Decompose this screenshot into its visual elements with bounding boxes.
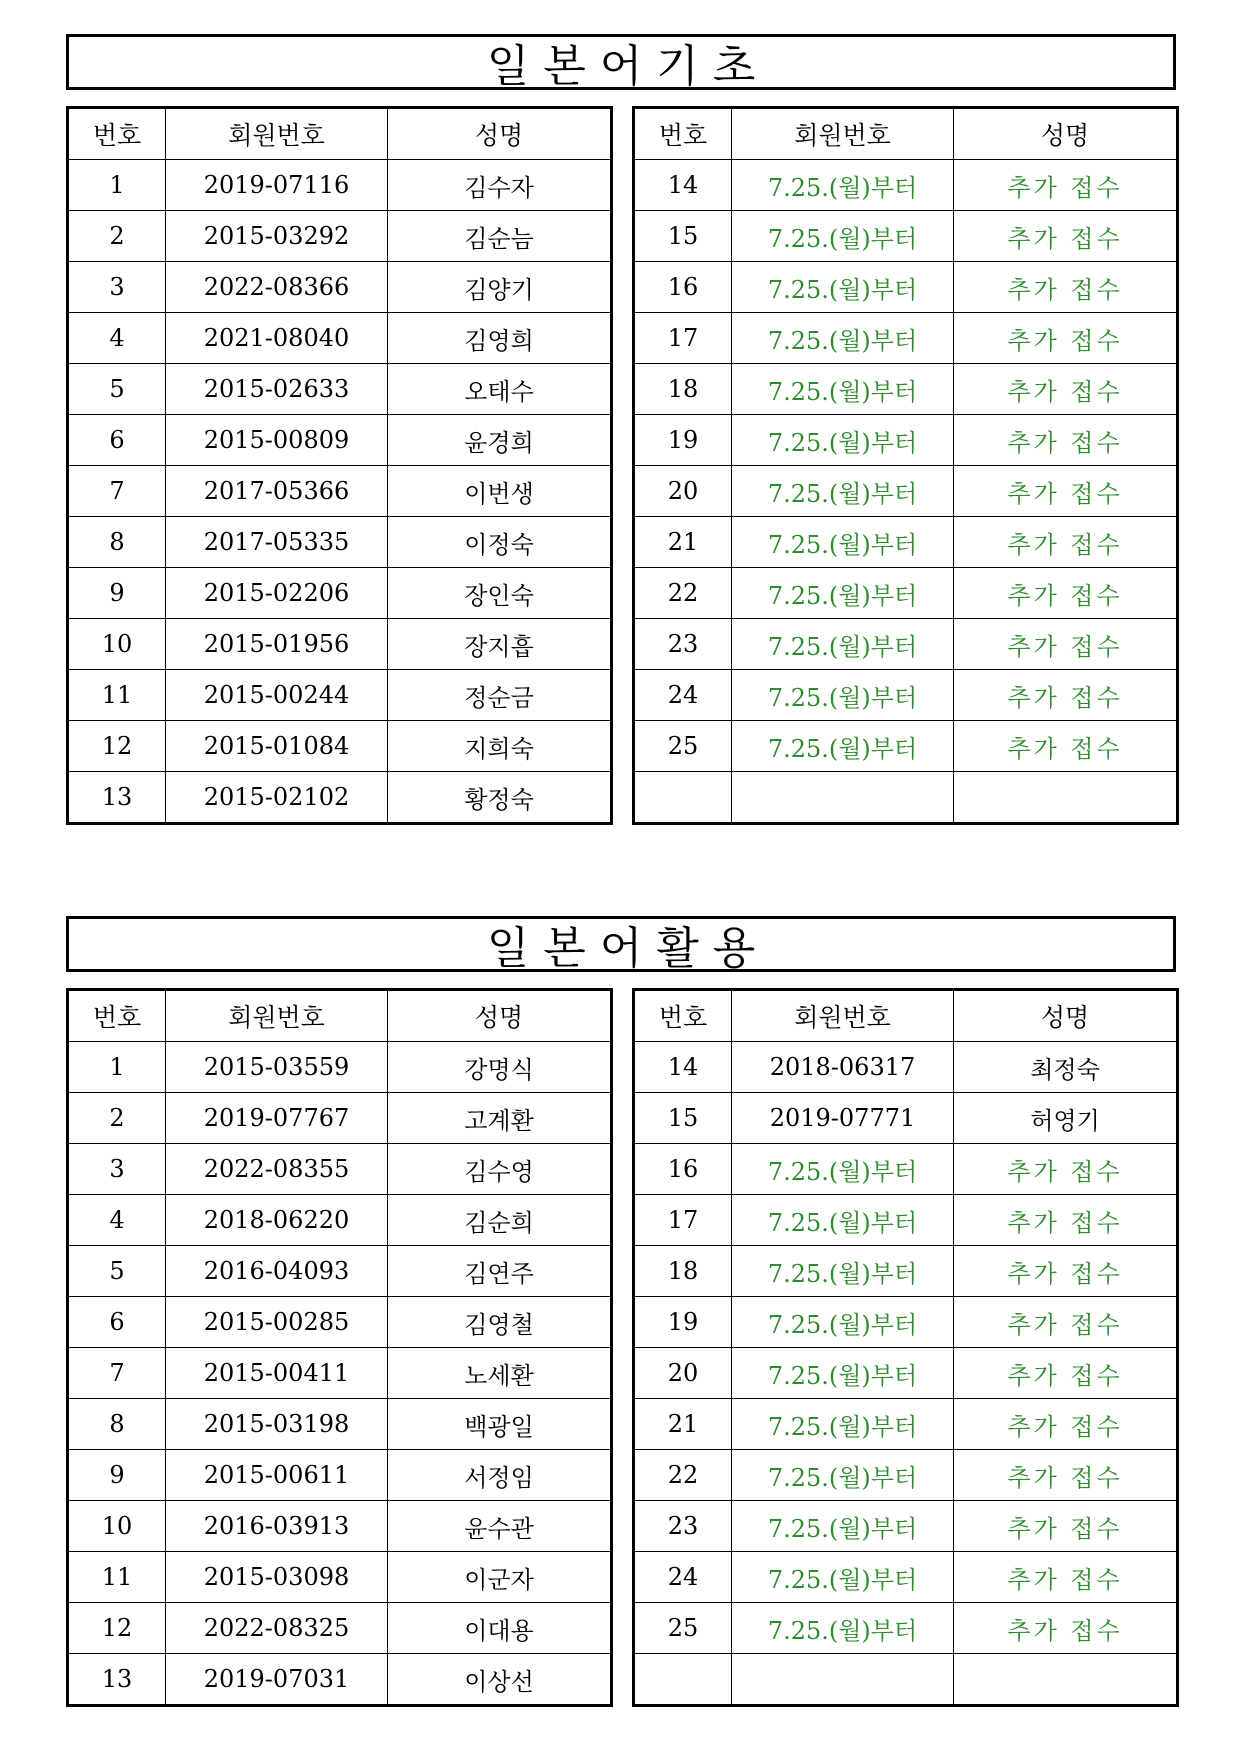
- cell-number: 16: [634, 1144, 732, 1195]
- table-row: [634, 1399, 1178, 1450]
- cell-member-id: 7.25.(월)부터: [732, 160, 954, 211]
- cell-member-id: [732, 772, 954, 824]
- cell-member-id: 2015-01084: [166, 721, 388, 772]
- cell-member-id: 7.25.(월)부터: [732, 211, 954, 262]
- cell-name: 이상선: [388, 1654, 612, 1706]
- table-row: [634, 211, 1178, 262]
- table-row: [68, 1195, 612, 1246]
- cell-name: 추가 접수: [954, 619, 1178, 670]
- header-row: [634, 990, 1178, 1042]
- table-row: [68, 364, 612, 415]
- table-row: [68, 1297, 612, 1348]
- cell-number: 22: [634, 1450, 732, 1501]
- cell-number: 12: [68, 721, 166, 772]
- cell-number: 16: [634, 262, 732, 313]
- cell-member-id: 7.25.(월)부터: [732, 262, 954, 313]
- cell-name: 김수영: [388, 1144, 612, 1195]
- header-number: 번호: [634, 990, 732, 1042]
- table-row: [68, 1246, 612, 1297]
- table-row: [68, 1450, 612, 1501]
- cell-member-id: 7.25.(월)부터: [732, 619, 954, 670]
- cell-member-id: 2015-03559: [166, 1042, 388, 1093]
- cell-number: 17: [634, 1195, 732, 1246]
- cell-number: 8: [68, 1399, 166, 1450]
- cell-member-id: 7.25.(월)부터: [732, 313, 954, 364]
- cell-number: 9: [68, 1450, 166, 1501]
- cell-number: 5: [68, 364, 166, 415]
- cell-member-id: 2016-03913: [166, 1501, 388, 1552]
- table-row: [68, 1042, 612, 1093]
- cell-number: 1: [68, 160, 166, 211]
- cell-name: 추가 접수: [954, 1450, 1178, 1501]
- cell-number: 7: [68, 1348, 166, 1399]
- table-row: [68, 517, 612, 568]
- cell-name: [954, 772, 1178, 824]
- cell-number: 10: [68, 619, 166, 670]
- cell-name: 추가 접수: [954, 1501, 1178, 1552]
- cell-name: 추가 접수: [954, 364, 1178, 415]
- cell-member-id: 7.25.(월)부터: [732, 670, 954, 721]
- cell-name: 추가 접수: [954, 670, 1178, 721]
- cell-member-id: 7.25.(월)부터: [732, 1246, 954, 1297]
- cell-number: 20: [634, 466, 732, 517]
- cell-number: 22: [634, 568, 732, 619]
- cell-number: 21: [634, 1399, 732, 1450]
- cell-number: 23: [634, 619, 732, 670]
- table-row: [68, 1093, 612, 1144]
- cell-name: 김수자: [388, 160, 612, 211]
- cell-member-id: 2021-08040: [166, 313, 388, 364]
- cell-name: 추가 접수: [954, 1144, 1178, 1195]
- header-name: 성명: [388, 990, 612, 1042]
- cell-member-id: 7.25.(월)부터: [732, 1297, 954, 1348]
- cell-number: [634, 772, 732, 824]
- cell-name: 윤경희: [388, 415, 612, 466]
- table-row: [68, 1399, 612, 1450]
- table-row: [634, 313, 1178, 364]
- cell-member-id: 7.25.(월)부터: [732, 721, 954, 772]
- cell-name: 추가 접수: [954, 1399, 1178, 1450]
- cell-name: 허영기: [954, 1093, 1178, 1144]
- cell-member-id: 2019-07767: [166, 1093, 388, 1144]
- cell-number: 14: [634, 160, 732, 211]
- table-row: [634, 1042, 1178, 1093]
- cell-member-id: 2015-00809: [166, 415, 388, 466]
- cell-number: 3: [68, 1144, 166, 1195]
- table-row: [68, 1654, 612, 1706]
- cell-number: 19: [634, 415, 732, 466]
- cell-number: 12: [68, 1603, 166, 1654]
- cell-member-id: 7.25.(월)부터: [732, 1450, 954, 1501]
- cell-member-id: 2018-06220: [166, 1195, 388, 1246]
- table-row: [634, 1195, 1178, 1246]
- cell-name: 장인숙: [388, 568, 612, 619]
- table-row: [634, 1093, 1178, 1144]
- cell-name: 정순금: [388, 670, 612, 721]
- roster-table-left: [66, 106, 613, 825]
- cell-member-id: 2017-05335: [166, 517, 388, 568]
- cell-number: 15: [634, 1093, 732, 1144]
- table-row: [68, 670, 612, 721]
- cell-member-id: 2015-02206: [166, 568, 388, 619]
- cell-name: 이군자: [388, 1552, 612, 1603]
- cell-name: 추가 접수: [954, 1246, 1178, 1297]
- cell-member-id: [732, 1654, 954, 1706]
- cell-number: 11: [68, 1552, 166, 1603]
- cell-member-id: 2015-02102: [166, 772, 388, 824]
- table-row: [68, 211, 612, 262]
- cell-member-id: 2019-07116: [166, 160, 388, 211]
- table-row: [68, 466, 612, 517]
- cell-name: 김순늠: [388, 211, 612, 262]
- cell-number: 7: [68, 466, 166, 517]
- cell-name: 추가 접수: [954, 1552, 1178, 1603]
- table-row: [634, 1450, 1178, 1501]
- cell-member-id: 7.25.(월)부터: [732, 1399, 954, 1450]
- cell-member-id: 2017-05366: [166, 466, 388, 517]
- cell-name: 추가 접수: [954, 1297, 1178, 1348]
- cell-member-id: 2018-06317: [732, 1042, 954, 1093]
- cell-number: 25: [634, 1603, 732, 1654]
- table-row: [634, 619, 1178, 670]
- table-row: [634, 415, 1178, 466]
- cell-name: 김연주: [388, 1246, 612, 1297]
- header-row: [634, 108, 1178, 160]
- cell-member-id: 2015-03198: [166, 1399, 388, 1450]
- cell-member-id: 2015-00411: [166, 1348, 388, 1399]
- cell-number: 19: [634, 1297, 732, 1348]
- table-row: [634, 262, 1178, 313]
- section-title: 일본어활용: [66, 916, 1176, 972]
- cell-member-id: 2015-03098: [166, 1552, 388, 1603]
- cell-number: 1: [68, 1042, 166, 1093]
- cell-number: 2: [68, 1093, 166, 1144]
- cell-number: 10: [68, 1501, 166, 1552]
- header-member-id: 회원번호: [166, 108, 388, 160]
- cell-name: 이대용: [388, 1603, 612, 1654]
- cell-number: 13: [68, 1654, 166, 1706]
- table-row: [634, 1603, 1178, 1654]
- cell-member-id: 7.25.(월)부터: [732, 1501, 954, 1552]
- cell-number: 14: [634, 1042, 732, 1093]
- cell-name: [954, 1654, 1178, 1706]
- roster-table-left: [66, 988, 613, 1707]
- header-name: 성명: [954, 990, 1178, 1042]
- cell-name: 김순희: [388, 1195, 612, 1246]
- table-row: [634, 466, 1178, 517]
- table-row: [68, 1348, 612, 1399]
- cell-member-id: 2022-08325: [166, 1603, 388, 1654]
- cell-name: 추가 접수: [954, 262, 1178, 313]
- cell-number: 2: [68, 211, 166, 262]
- cell-number: 17: [634, 313, 732, 364]
- table-row: [634, 1501, 1178, 1552]
- table-row: [634, 1348, 1178, 1399]
- header-member-id: 회원번호: [166, 990, 388, 1042]
- cell-number: 5: [68, 1246, 166, 1297]
- cell-member-id: 7.25.(월)부터: [732, 1603, 954, 1654]
- cell-name: 서정임: [388, 1450, 612, 1501]
- table-row: [634, 1144, 1178, 1195]
- cell-name: 추가 접수: [954, 415, 1178, 466]
- cell-name: 고계환: [388, 1093, 612, 1144]
- cell-number: 21: [634, 517, 732, 568]
- table-row: [68, 262, 612, 313]
- cell-member-id: 2015-00611: [166, 1450, 388, 1501]
- cell-name: 추가 접수: [954, 1603, 1178, 1654]
- cell-name: 황정숙: [388, 772, 612, 824]
- cell-member-id: 2015-02633: [166, 364, 388, 415]
- class-section-applied: [66, 916, 1176, 1705]
- cell-name: 추가 접수: [954, 1195, 1178, 1246]
- cell-member-id: 7.25.(월)부터: [732, 1552, 954, 1603]
- cell-member-id: 7.25.(월)부터: [732, 1144, 954, 1195]
- cell-number: [634, 1654, 732, 1706]
- cell-member-id: 2015-00285: [166, 1297, 388, 1348]
- cell-name: 백광일: [388, 1399, 612, 1450]
- cell-number: 8: [68, 517, 166, 568]
- cell-number: 15: [634, 211, 732, 262]
- cell-name: 오태수: [388, 364, 612, 415]
- cell-member-id: 2019-07771: [732, 1093, 954, 1144]
- section-title: 일본어기초: [66, 34, 1176, 90]
- cell-name: 김영희: [388, 313, 612, 364]
- cell-number: 3: [68, 262, 166, 313]
- header-number: 번호: [634, 108, 732, 160]
- table-row: [634, 721, 1178, 772]
- table-row: [634, 1246, 1178, 1297]
- table-row: [68, 1144, 612, 1195]
- table-row: [68, 313, 612, 364]
- cell-number: 6: [68, 415, 166, 466]
- cell-member-id: 7.25.(월)부터: [732, 1348, 954, 1399]
- table-row: [68, 568, 612, 619]
- table-row: [634, 1654, 1178, 1706]
- cell-member-id: 7.25.(월)부터: [732, 364, 954, 415]
- table-row: [68, 160, 612, 211]
- cell-name: 장지흡: [388, 619, 612, 670]
- table-row: [634, 364, 1178, 415]
- cell-number: 23: [634, 1501, 732, 1552]
- cell-name: 강명식: [388, 1042, 612, 1093]
- cell-name: 노세환: [388, 1348, 612, 1399]
- cell-member-id: 2022-08366: [166, 262, 388, 313]
- cell-name: 추가 접수: [954, 721, 1178, 772]
- table-row: [634, 670, 1178, 721]
- table-row: [634, 160, 1178, 211]
- cell-number: 25: [634, 721, 732, 772]
- table-row: [634, 517, 1178, 568]
- cell-name: 이번생: [388, 466, 612, 517]
- header-member-id: 회원번호: [732, 990, 954, 1042]
- cell-member-id: 7.25.(월)부터: [732, 568, 954, 619]
- roster-tables: [66, 106, 1176, 823]
- table-row: [68, 721, 612, 772]
- cell-member-id: 2015-00244: [166, 670, 388, 721]
- table-row: [634, 772, 1178, 824]
- table-row: [634, 1552, 1178, 1603]
- header-name: 성명: [388, 108, 612, 160]
- cell-member-id: 7.25.(월)부터: [732, 1195, 954, 1246]
- header-name: 성명: [954, 108, 1178, 160]
- table-row: [634, 1297, 1178, 1348]
- table-row: [68, 772, 612, 824]
- cell-name: 윤수관: [388, 1501, 612, 1552]
- table-row: [68, 1501, 612, 1552]
- cell-name: 이정숙: [388, 517, 612, 568]
- cell-name: 추가 접수: [954, 517, 1178, 568]
- cell-number: 11: [68, 670, 166, 721]
- cell-member-id: 2022-08355: [166, 1144, 388, 1195]
- cell-name: 김영철: [388, 1297, 612, 1348]
- cell-name: 지희숙: [388, 721, 612, 772]
- cell-number: 6: [68, 1297, 166, 1348]
- cell-number: 4: [68, 313, 166, 364]
- cell-number: 9: [68, 568, 166, 619]
- cell-member-id: 7.25.(월)부터: [732, 466, 954, 517]
- cell-name: 추가 접수: [954, 466, 1178, 517]
- cell-name: 추가 접수: [954, 568, 1178, 619]
- table-row: [634, 568, 1178, 619]
- cell-member-id: 2015-01956: [166, 619, 388, 670]
- cell-name: 추가 접수: [954, 211, 1178, 262]
- cell-number: 20: [634, 1348, 732, 1399]
- table-row: [68, 1552, 612, 1603]
- cell-name: 추가 접수: [954, 1348, 1178, 1399]
- cell-name: 최정숙: [954, 1042, 1178, 1093]
- cell-number: 24: [634, 1552, 732, 1603]
- cell-member-id: 7.25.(월)부터: [732, 517, 954, 568]
- header-row: [68, 108, 612, 160]
- cell-number: 18: [634, 1246, 732, 1297]
- roster-tables: [66, 988, 1176, 1705]
- cell-number: 13: [68, 772, 166, 824]
- cell-name: 김양기: [388, 262, 612, 313]
- cell-number: 24: [634, 670, 732, 721]
- roster-table-right: [632, 988, 1179, 1707]
- header-number: 번호: [68, 990, 166, 1042]
- cell-member-id: 7.25.(월)부터: [732, 415, 954, 466]
- cell-member-id: 2015-03292: [166, 211, 388, 262]
- cell-member-id: 2016-04093: [166, 1246, 388, 1297]
- table-row: [68, 619, 612, 670]
- cell-member-id: 2019-07031: [166, 1654, 388, 1706]
- table-row: [68, 415, 612, 466]
- class-section-basic: [66, 34, 1176, 823]
- header-number: 번호: [68, 108, 166, 160]
- header-row: [68, 990, 612, 1042]
- header-member-id: 회원번호: [732, 108, 954, 160]
- cell-number: 18: [634, 364, 732, 415]
- cell-number: 4: [68, 1195, 166, 1246]
- cell-name: 추가 접수: [954, 160, 1178, 211]
- cell-name: 추가 접수: [954, 313, 1178, 364]
- roster-table-right: [632, 106, 1179, 825]
- table-row: [68, 1603, 612, 1654]
